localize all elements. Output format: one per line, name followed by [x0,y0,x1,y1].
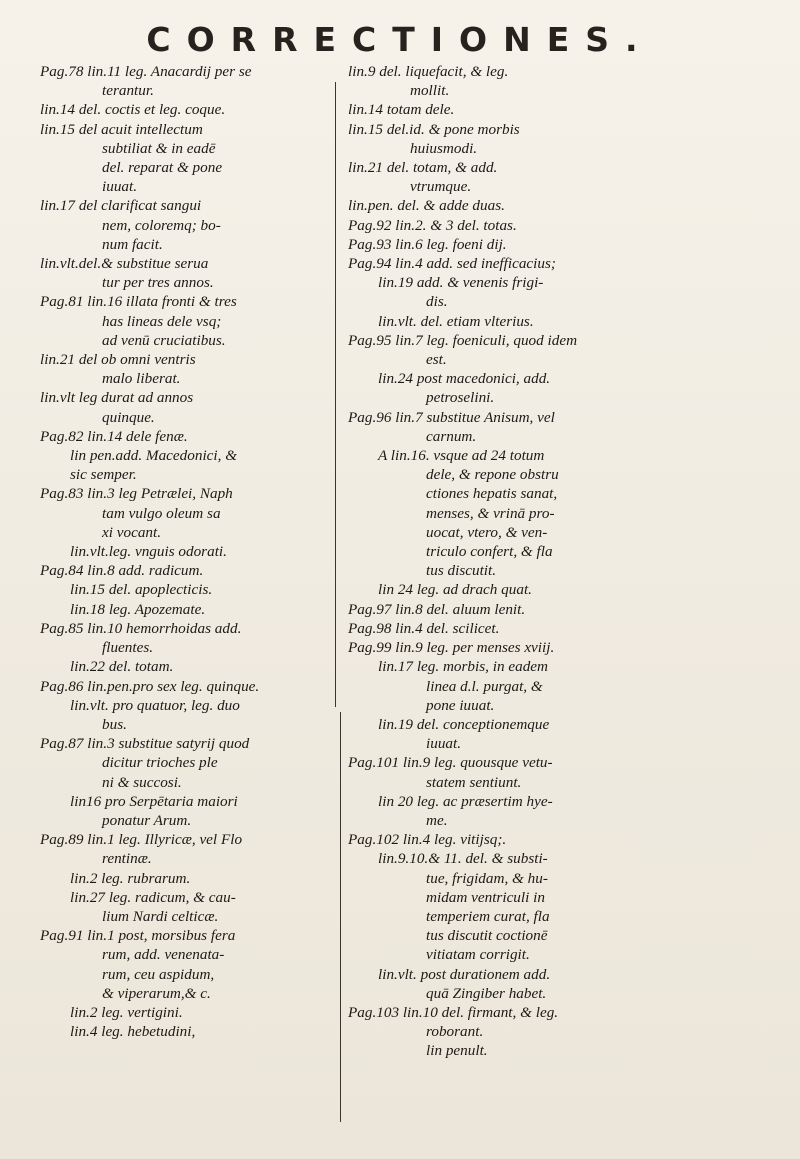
correction-line: lin.21 del ob omni ventris [40,351,196,369]
correction-line: bus. [102,715,127,733]
correction-line: Pag.91 lin.1 post, morsibus fera [40,927,236,945]
correction-line: lin.2 leg. vertigini. [70,1003,183,1021]
correction-line: lin.14 totam dele. [348,101,455,119]
correction-line: tur per tres annos. [102,274,214,292]
correction-line: lin pen.add. Macedonici, & [70,447,238,465]
correction-line: dis. [426,293,448,311]
correction-line: Pag.82 lin.14 dele fenæ. [40,427,188,445]
correction-line: lin 24 leg. ad drach quat. [378,581,532,599]
correction-line: lin.vlt leg durat ad annos [40,389,194,407]
correction-line: Pag.86 lin.pen.pro sex leg. quinque. [40,677,260,695]
correction-entry [348,580,693,753]
correction-line: A lin.16. vsque ad 24 totum [378,447,545,465]
correction-line: tam vulgo oleum sa [102,504,221,522]
correction-line: Pag.96 lin.7 substitue Anisum, vel [348,408,555,426]
correction-entry [40,734,325,830]
correction-line: Pag.93 lin.6 leg. foeni dij. [348,235,507,253]
correction-entry [348,753,693,830]
correction-line: lin.vlt.del.& substitue serua [40,255,209,273]
correction-line: lin.17 leg. morbis, in eadem [378,658,548,676]
correction-line: lin.22 del. totam. [70,658,174,676]
correction-line: quinque. [102,408,155,426]
correction-line: lin.21 del. totam, & add. [348,159,498,177]
correction-entry [40,484,325,542]
correction-entry [40,350,325,388]
correction-line: lin penult. [426,1042,488,1060]
correction-line: me. [426,811,448,829]
page-title: CORRECTIONES. [146,20,654,59]
correction-line: xi vocant. [102,523,162,541]
correction-line: petroselini. [426,389,495,407]
correction-line: lin.9 del. liquefacit, & leg. [348,63,509,80]
correction-line: lin.pen. del. & adde duas. [348,197,505,215]
correction-entry [40,561,325,619]
correction-entry [40,677,325,735]
correction-line: Pag.78 lin.11 leg. Anacardij per se [40,63,252,80]
correction-entry [40,619,325,677]
correction-line: iuuat. [102,178,138,196]
correction-line: Pag.84 lin.8 add. radicum. [40,562,204,580]
correction-line: dele, & repone obstru [426,466,559,484]
correction-line: Pag.99 lin.9 leg. per menses xviij. [348,639,555,657]
correction-entry [40,196,325,254]
correction-line: lin.2 leg. rubrarum. [70,869,191,887]
correction-entry [348,965,693,1003]
correction-line: tue, frigidam, & hu- [426,869,548,887]
correction-line: tus discutit. [426,562,497,580]
correction-entry [40,830,325,926]
correction-line: pone iuuat. [426,696,495,714]
correction-line: carnum. [426,427,477,445]
correction-line: uocat, vtero, & ven- [426,523,548,541]
correction-line: lin.vlt. del. etiam vlterius. [378,312,534,330]
correction-entry [40,254,325,292]
correction-line: roborant. [426,1023,484,1041]
column-divider [335,82,336,707]
correction-line: lin.15 del.id. & pone morbis [348,120,520,138]
correction-line: lin16 pro Serpētaria maiori [70,792,238,810]
correction-entry [348,1003,693,1061]
correction-line: lin.vlt. pro quatuor, leg. duo [70,696,240,714]
correction-line: Pag.89 lin.1 leg. Illyricæ, vel Flo [40,831,243,849]
correction-line: lin.vlt.leg. vnguis odorati. [70,543,227,561]
right-column [348,62,693,1061]
correction-line: Pag.101 lin.9 leg. quousque vetu- [348,754,553,772]
left-column [40,62,325,1041]
correction-line: Pag.83 lin.3 leg Petrælei, Naph [40,485,233,503]
correction-line: num facit. [102,235,163,253]
correction-line: iuuat. [426,735,462,753]
correction-line: Pag.95 lin.7 leg. foeniculi, quod idem [348,331,578,349]
correction-line: ni & succosi. [102,773,182,791]
correction-line: lin.17 del clarificat sangui [40,197,202,215]
correction-line: statem sentiunt. [426,773,522,791]
correction-line: lin.9.10.& 11. del. & substi- [378,850,548,868]
correction-line: vitiatam corrigit. [426,946,530,964]
correction-line: lin.27 leg. radicum, & cau- [70,888,236,906]
correction-line: triculo confert, & fla [426,543,553,561]
correction-line: subtiliat & in eadē [102,139,216,157]
correction-line: lin 20 leg. ac præsertim hye- [378,792,553,810]
correction-line: midam ventriculi in [426,888,545,906]
column-divider-lower [340,712,341,1122]
correction-line: tus discutit coctionē [426,927,548,945]
correction-line: & viperarum,& c. [102,984,211,1002]
correction-line: menses, & vrinā pro- [426,504,555,522]
correction-line: ctiones hepatis sanat, [426,485,558,503]
correction-line: ponatur Arum. [102,811,192,829]
correction-line: lin.19 add. & venenis frigi- [378,274,544,292]
correction-line: Pag.103 lin.10 del. firmant, & leg. [348,1003,559,1021]
correction-line: lin.15 del. apoplecticis. [70,581,213,599]
correction-line: linea d.l. purgat, & [426,677,543,695]
correction-line: rum, ceu aspidum, [102,965,215,983]
correction-line: Pag.94 lin.4 add. sed inefficacius; [348,255,556,273]
correction-line: Pag.97 lin.8 del. aluum lenit. [348,600,526,618]
correction-entry [40,292,325,350]
correction-entry [40,62,325,100]
correction-line: Pag.92 lin.2. & 3 del. totas. [348,216,517,234]
correction-entry [348,830,693,964]
correction-entry [40,427,325,485]
correction-line: Pag.85 lin.10 hemorrhoidas add. [40,619,242,637]
correction-line: temperiem curat, fla [426,907,550,925]
correction-line: lin.15 del acuit intellectum [40,120,203,138]
correction-entry [348,100,693,196]
correction-line: fluentes. [102,639,154,657]
correction-line: nem, coloremq; bo- [102,216,221,234]
correction-line: rentinæ. [102,850,152,868]
correction-line: lin.4 leg. hebetudini, [70,1023,196,1041]
correction-entry [348,446,693,580]
correction-line: huiusmodi. [410,139,478,157]
correction-line: lin.18 leg. Apozemate. [70,600,206,618]
correction-entry [348,196,693,407]
correction-line: sic semper. [70,466,137,484]
correction-line: lin.14 del. coctis et leg. coque. [40,101,226,119]
correction-entry [40,542,325,561]
correction-line: Pag.87 lin.3 substitue satyrij quod [40,735,250,753]
correction-entry [40,100,325,196]
correction-entry [348,408,693,446]
correction-line: rum, add. venenata- [102,946,225,964]
correction-line: quā Zingiber habet. [426,984,547,1002]
correction-entry [40,926,325,1041]
correction-line: dicitur trioches ple [102,754,218,772]
correction-line: est. [426,351,447,369]
correction-line: vtrumque. [410,178,472,196]
correction-entry [40,388,325,426]
correction-line: lin.19 del. conceptionemque [378,715,550,733]
correction-line: Pag.81 lin.16 illata fronti & tres [40,293,237,311]
correction-line: Pag.102 lin.4 leg. vitijsq;. [348,831,507,849]
correction-line: lin.vlt. post durationem add. [378,965,551,983]
correction-line: mollit. [410,82,450,100]
correction-line: terantur. [102,82,154,100]
correction-line: has lineas dele vsq; [102,312,222,330]
correction-line: del. reparat & pone [102,159,223,177]
correction-line: lin.24 post macedonici, add. [378,370,551,388]
correction-entry [348,62,693,100]
correction-line: ad venū cruciatibus. [102,331,226,349]
correction-line: Pag.98 lin.4 del. scilicet. [348,619,500,637]
correction-line: malo liberat. [102,370,181,388]
correction-line: lium Nardi celticæ. [102,907,219,925]
